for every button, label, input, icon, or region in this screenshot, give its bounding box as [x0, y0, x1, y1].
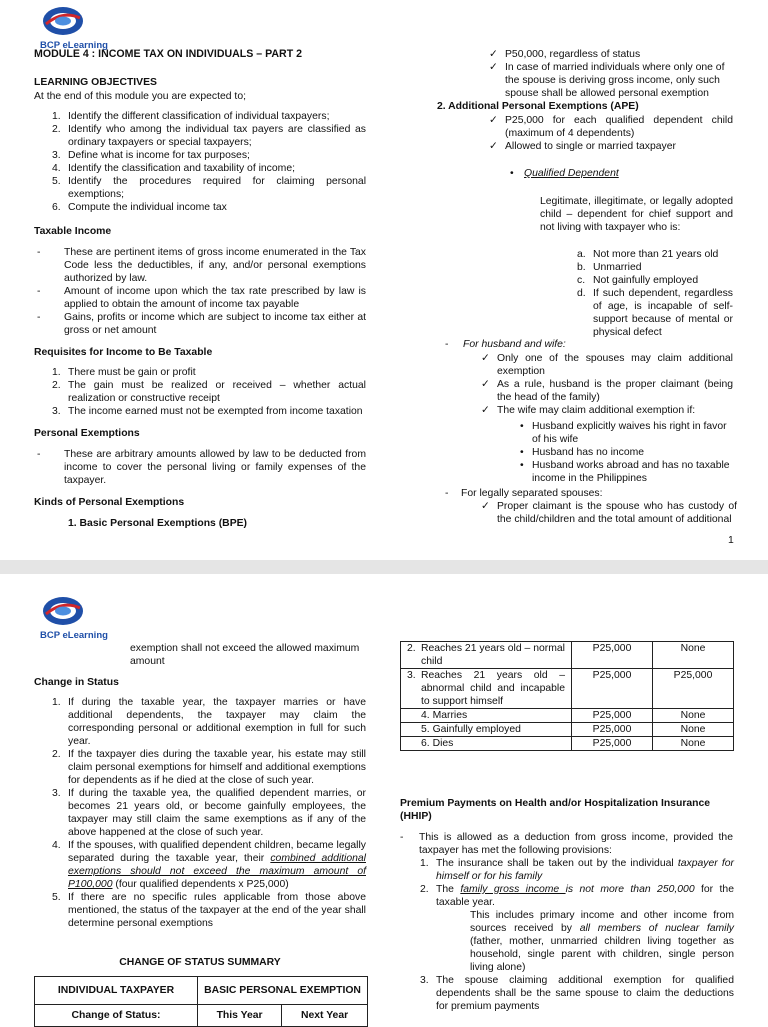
list-item: a. Not more than 21 years old [577, 249, 719, 260]
kinds-heading: Kinds of Personal Exemptions [34, 497, 185, 508]
wife-conditions-list [520, 420, 737, 485]
objectives-list [52, 110, 366, 214]
continuation-text: exemption shall not exceed the allowed maximum amount [130, 643, 360, 667]
taxable-income-heading: Taxable Income [34, 226, 112, 237]
husband-wife-list [481, 352, 733, 417]
summary-table [34, 976, 368, 1027]
list-item: 2. If the taxpayer dies during the taxable year, his estate may still claim personal exemptions for himself and additional exemptions for dependents as if he died at the close of such year. [52, 749, 366, 786]
list-item: • Husband explicitly waives his right in favor of his wife [520, 421, 727, 445]
change-status-list [52, 696, 366, 930]
list-item: 1. There must be gain or profit [52, 367, 196, 378]
list-item: 2. The gain must be realized or received – whether actual realization or constructive receipt [52, 380, 366, 404]
requisites-list [52, 366, 366, 418]
bpe-list [489, 48, 737, 100]
list-item: d. If such dependent, regardless of age, is incapable of self-support because of mental or physical defect [577, 288, 733, 338]
list-item: 5. If there are no specific rules applicable from those above mentioned, the status of the taxpayer at the end of the year shall determine personal exemptions [52, 892, 366, 929]
taxable-income-list [37, 246, 366, 337]
list-item: ✓ Allowed to single or married taxpayer [489, 141, 676, 152]
list-item: ✓ As a rule, husband is the proper claimant (being the head of the family) [481, 379, 733, 403]
list-item: ✓ P50,000, regardless of status [489, 49, 641, 60]
requisites-heading: Requisites for Income to Be Taxable [34, 347, 213, 358]
qualified-dependent-text: Legitimate, illegitimate, or legally adopted child – dependent for chief support and not living with taxpayer who is: [540, 196, 733, 233]
lo-intro: At the end of this module you are expected to; [34, 91, 246, 102]
list-item: 3. If during the taxable yea, the qualified dependent marries, or becomes 21 years old, or become gainfully employees, the taxpayer may still claim the same exemptions as if any of the above happened at the close of such year. [52, 788, 366, 838]
brand-name: BCP eLearning [40, 40, 108, 51]
list-item: • Husband works abroad and has no taxable income in the Philippines [520, 460, 730, 484]
list-item: ✓ Only one of the spouses may claim additional exemption [481, 353, 733, 377]
qualified-dependent-criteria [577, 248, 733, 339]
subheader-change: Change of Status: [35, 1005, 198, 1027]
list-item: ✓ The wife may claim additional exemption if: [481, 405, 696, 416]
list-item: 4. Identify the classification and taxability of income; [52, 163, 295, 174]
brand-name: BCP eLearning [40, 630, 108, 641]
subheader-next-year: Next Year [282, 1005, 368, 1027]
list-item: - This is allowed as a deduction from gross income, provided the taxpayer has met the following provisions: [400, 832, 733, 856]
table-row: 6. Dies P25,000 None [401, 737, 734, 751]
hhip-provisions-list [420, 857, 734, 1013]
list-item: 1. The insurance shall be taken out by the individual taxpayer for himself or for his family [420, 858, 734, 882]
list-item: ✓ In case of married individuals where only one of the spouse is deriving gross income, only such spouse shall be allowed personal exemption [489, 62, 725, 99]
personal-exemptions-list [37, 448, 366, 487]
list-item: - Gains, profits or income which are subject to income tax either at gross or net amount [37, 312, 366, 336]
table-row: 2. Reaches 21 years old – normal child P25,000 None [401, 642, 734, 669]
logo [40, 594, 126, 642]
personal-exemptions-heading: Personal Exemptions [34, 428, 140, 439]
table-row: 4. Marries P25,000 None [401, 709, 734, 723]
col-header-exemption: BASIC PERSONAL EXEMPTION [198, 977, 368, 1005]
logo [40, 4, 126, 52]
list-item: 4. If the spouses, with qualified dependent children, became legally separated during the taxable year, their combined additional exemptions should not exceed the maximum amount of P100,000 (four qualified dependents x P25,000) [52, 840, 366, 890]
page-number: 1 [728, 535, 734, 546]
page-divider [0, 560, 768, 574]
bpe-heading: 1. Basic Personal Exemptions (BPE) [68, 518, 248, 529]
hhip-intro-list [400, 831, 733, 857]
bcp-logo-icon [40, 594, 86, 628]
list-item: c. Not gainfully employed [577, 275, 699, 286]
list-item: 2. Identify who among the individual tax payers are classified as ordinary taxpayers or special taxpayers; [52, 124, 366, 148]
lo-heading: LEARNING OBJECTIVES [34, 77, 157, 88]
list-item: 1. Identify the different classification of individual taxpayers; [52, 111, 330, 122]
hhip-heading: Premium Payments on Health and/or Hospitalization Insurance (HHIP) [400, 798, 711, 822]
list-item: - These are pertinent items of gross income enumerated in the Tax Code less the deductibles, if any, and/or personal exemptions authorized by law. [37, 247, 366, 284]
separated-heading: - For legally separated spouses: [445, 488, 603, 499]
ape-heading: 2. Additional Personal Exemptions (APE) [437, 101, 639, 112]
list-item: 3. The spouse claiming additional exemption for qualified dependents shall be the same spouse to claim the deductions for premium payments [420, 975, 734, 1012]
table-row: 5. Gainfully employed P25,000 None [401, 723, 734, 737]
summary-title: CHANGE OF STATUS SUMMARY [119, 957, 281, 968]
col-header-taxpayer: INDIVIDUAL TAXPAYER [35, 977, 198, 1005]
separated-list [481, 500, 737, 526]
list-item: 3. The income earned must not be exempted from income taxation [52, 406, 363, 417]
husband-wife-heading: - For husband and wife: [445, 339, 566, 350]
change-status-heading: Change in Status [34, 677, 119, 688]
table-row: 3. Reaches 21 years old – abnormal child and incapable to support himself P25,000 P25,000 [401, 669, 734, 709]
ape-list [489, 114, 733, 153]
list-item: 6. Compute the individual income tax [52, 202, 227, 213]
list-item: ✓ Proper claimant is the spouse who has custody of the child/children and the total amount of additional [481, 501, 737, 525]
list-item: - Amount of income upon which the tax rate prescribed by law is applied to obtain the amount of income tax payable [37, 286, 366, 310]
list-item: 3. Define what is income for tax purposes; [52, 150, 250, 161]
list-item: 2. The family gross income is not more than 250,000 for the taxable year. This includes primary income and other income from sources received by all members of nuclear family (father, mother, unmarried children living together as household, single parent with children, single person living alone) [420, 884, 734, 973]
subheader-this-year: This Year [198, 1005, 282, 1027]
qualified-dependent-heading: • Qualified Dependent [510, 168, 619, 179]
bcp-logo-icon [40, 4, 86, 38]
status-table [400, 641, 734, 751]
list-item: ✓ P25,000 for each qualified dependent child (maximum of 4 dependents) [489, 115, 733, 139]
list-item: - These are arbitrary amounts allowed by law to be deducted from income to cover the personal living or family expenses of the taxpayer. [37, 449, 366, 486]
list-item: 1. If during the taxable year, the taxpayer marries or have additional dependents, the taxpayer may claim the corresponding personal or additional exemption in full for such year. [52, 697, 366, 747]
list-item: • Husband has no income [520, 447, 645, 458]
list-item: 5. Identify the procedures required for claiming personal exemptions; [52, 176, 366, 200]
module-title: MODULE 4 : INCOME TAX ON INDIVIDUALS – PART 2 [34, 48, 302, 60]
list-item: b. Unmarried [577, 262, 642, 273]
